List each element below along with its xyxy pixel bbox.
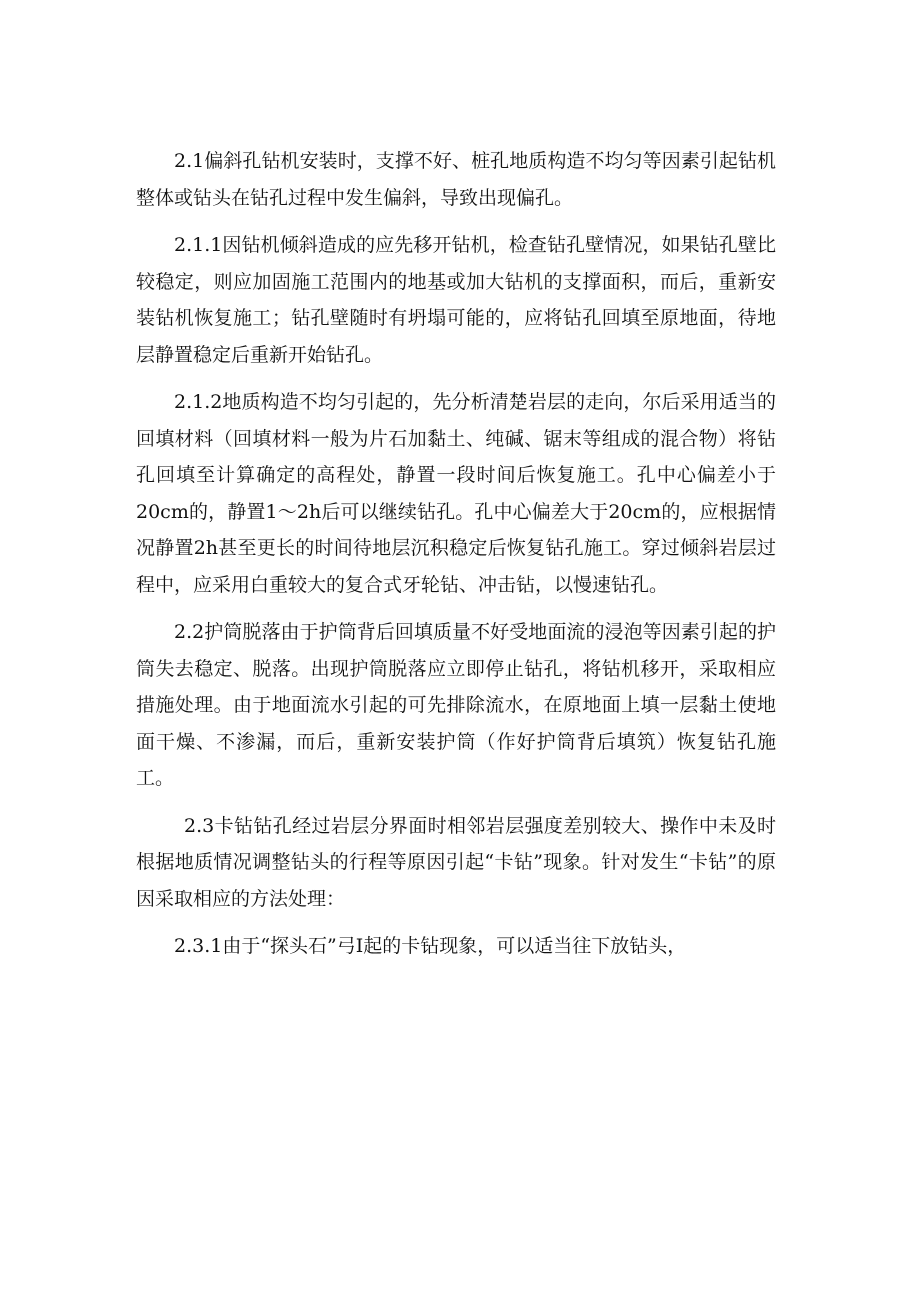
paragraph-2-2: 2.2护筒脱落由于护筒背后回填质量不好受地面流的浸泡等因素引起的护筒失去稳定、脱落。出现护筒脱落应立即停止钻孔，将钻机移开，采取相应措施处理。由于地面流水引起的可先排除流水，在原地面上填一层黏土使地面干燥、不渗漏，而后，重新安装护筒（作好护筒背后填筑）恢复钻孔施工。 <box>136 621 776 789</box>
paragraph-2-3-1: 2.3.1由于“探头石”弓I起的卡钻现象，可以适当往下放钻头， <box>174 935 687 957</box>
paragraph-2-1-1: 2.1.1因钻机倾斜造成的应先移开钻机，检查钻孔壁情况，如果钻孔壁比较稳定，则应加固施工范围内的地基或加大钻机的支撑面积，而后，重新安装钻机恢复施工；钻孔壁随时有坍塌可能的，应将钻孔回填至原地面，待地层静置稳定后重新开始钻孔。 <box>136 234 776 366</box>
paragraph-2-1: 2.1偏斜孔钻机安装时，支撑不好、桩孔地质构造不均匀等因素引起钻机整体或钻头在钻孔过程中发生偏斜，导致出现偏孔。 <box>136 150 776 209</box>
paragraph-2-1-2: 2.1.2地质构造不均匀引起的，先分析清楚岩层的走向，尔后采用适当的回填材料（回填材料一般为片石加黏土、纯碱、锯末等组成的混合物）将钻孔回填至计算确定的高程处，静置一段时间后恢复施工。孔中心偏差小于20cm的，静置1～2h后可以继续钻孔。孔中心偏差大于20cm的，应根据情况静置2h甚至更长的时间待地层沉积稳定后恢复钻孔施工。穿过倾斜岩层过程中，应采用白重较大的复合式牙轮钻、冲击钻，以慢速钻孔。 <box>136 391 776 596</box>
document-body <box>136 143 776 965</box>
paragraph-2-3: 2.3卡钻钻孔经过岩层分界面时相邻岩层强度差别较大、操作中未及时根据地质情况调整钻头的行程等原因引起“卡钻”现象。针对发生“卡钻”的原因采取相应的方法处理： <box>136 814 776 910</box>
